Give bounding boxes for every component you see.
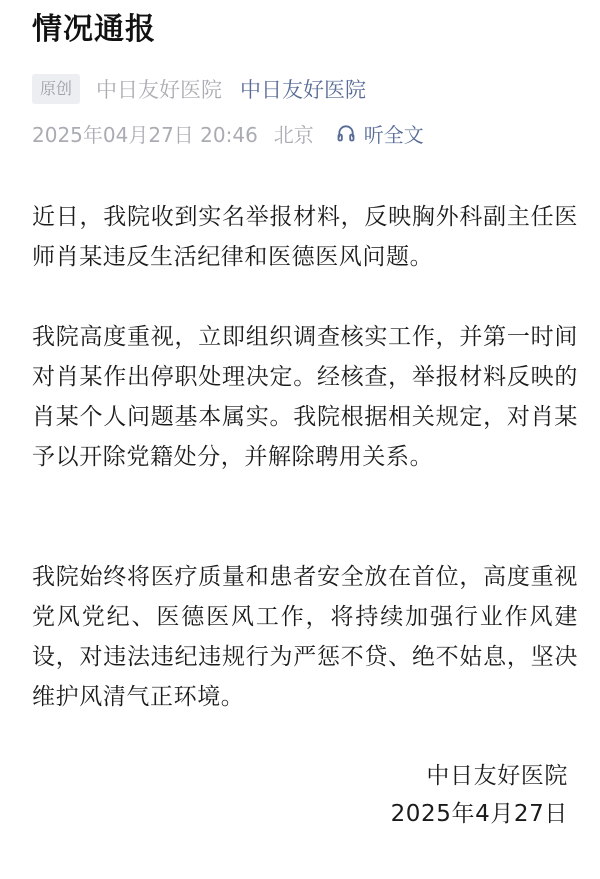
paragraph-1: 近日，我院收到实名举报材料，反映胸外科副主任医师肖某违反生活纪律和医德医风问题。 bbox=[32, 204, 578, 270]
article-title: 情况通报 bbox=[32, 12, 156, 47]
signature-org: 中日友好医院 bbox=[426, 763, 568, 789]
headphones-icon bbox=[336, 123, 356, 143]
paragraph-2: 我院高度重视，立即组织调查核实工作，并第一时间对肖某作出停职处理决定。经核查，举报材料反映的肖某个人问题基本属实。我院根据相关规定，对肖某予以开除党籍处分，并解除聘用关系。 bbox=[32, 324, 578, 470]
signature-date: 2025年4月27日 bbox=[390, 801, 568, 827]
publish-time: 2025年04月27日 20:46 bbox=[32, 122, 258, 147]
account-name-link[interactable]: 中日友好医院 bbox=[240, 78, 367, 102]
publish-info bbox=[32, 116, 424, 150]
publish-location: 北京 bbox=[273, 122, 314, 147]
article-meta bbox=[32, 72, 366, 106]
listen-label: 听全文 bbox=[363, 122, 424, 147]
author-name: 中日友好医院 bbox=[96, 78, 223, 102]
signature-block bbox=[391, 757, 568, 833]
paragraph-3: 我院始终将医疗质量和患者安全放在首位，高度重视党风党纪、医德医风工作，将持续加强行业作风建设，对违法违纪违规行为严惩不贷、绝不姑息，坚决维护风清气正环境。 bbox=[32, 564, 578, 710]
listen-full-text-button[interactable] bbox=[336, 119, 424, 148]
original-badge: 原创 bbox=[32, 74, 80, 104]
